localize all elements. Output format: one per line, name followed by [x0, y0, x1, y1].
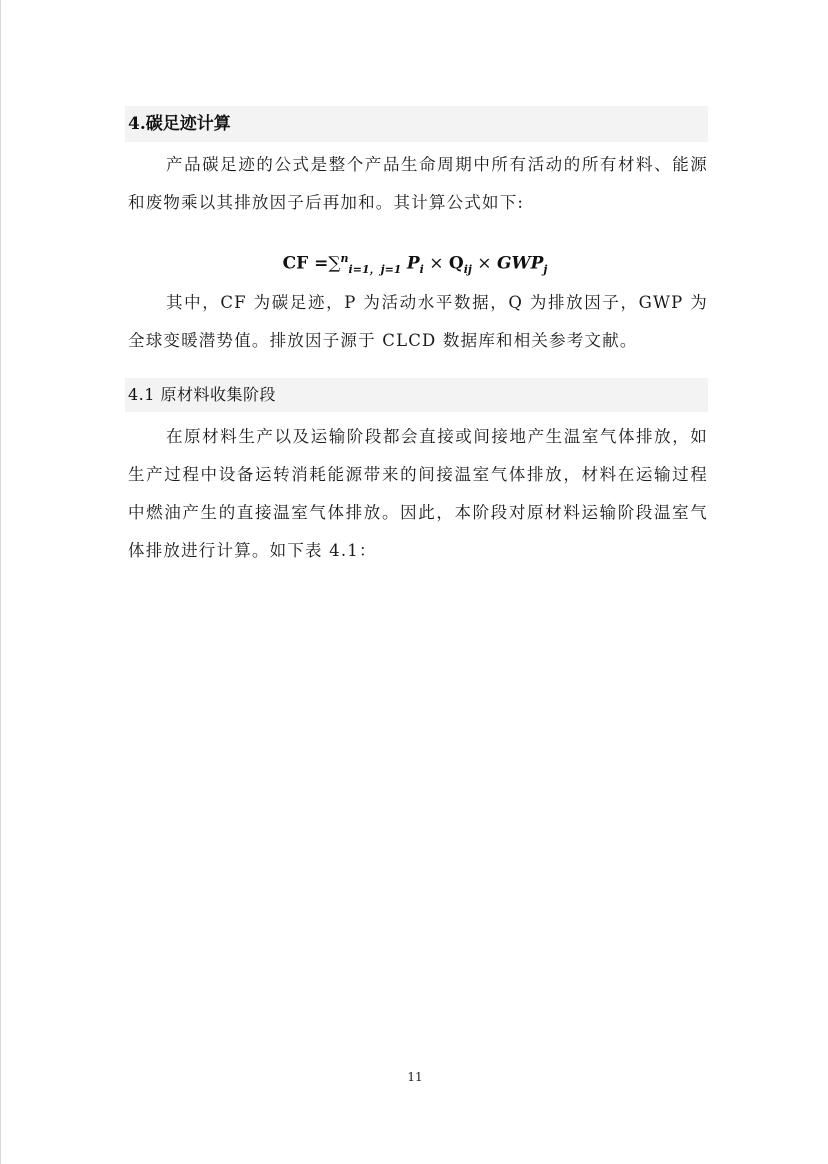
explanation-paragraph: 其中，CF 为碳足迹，P 为活动水平数据，Q 为排放因子，GWP 为全球变暖潜势值。排放因子源于 CLCD 数据库和相关参考文献。: [128, 293, 708, 350]
sum-sign: ∑: [328, 253, 341, 274]
formula-p-sub: i: [419, 263, 424, 277]
summation-symbol: [328, 242, 401, 287]
formula-gwp-sub: j: [543, 263, 548, 277]
formula-times-1: ×: [423, 253, 449, 274]
formula-lhs: CF =: [282, 253, 329, 274]
section-heading: 4.碳足迹计算: [125, 106, 708, 142]
subsection-heading: 4.1 原材料收集阶段: [125, 378, 708, 412]
formula-q-sub: ij: [463, 263, 472, 277]
subsection-body-paragraph: 在原材料生产以及运输阶段都会直接或间接地产生温室气体排放，如生产过程中设备运转消耗能源带来的间接温室气体排放，材料在运输过程中燃油产生的直接温室气体排放。因此，本阶段对原材料运输阶段温室气体排放进行计算。如下表 4.1：: [128, 427, 708, 560]
intro-paragraph: 产品碳足迹的公式是整个产品生命周期中所有活动的所有材料、能源和废物乘以其排放因子后再加和。其计算公式如下:: [128, 155, 708, 212]
page-number: 11: [407, 1070, 423, 1084]
sum-upper-limit: n: [340, 252, 349, 265]
formula-gwp: GWP: [496, 253, 544, 274]
sum-lower-limit: i=1，j=1: [348, 263, 402, 277]
formula-q: Q: [448, 253, 464, 274]
formula-times-2: ×: [471, 253, 497, 274]
carbon-footprint-formula: [1, 242, 828, 287]
formula-p: P: [406, 253, 420, 274]
